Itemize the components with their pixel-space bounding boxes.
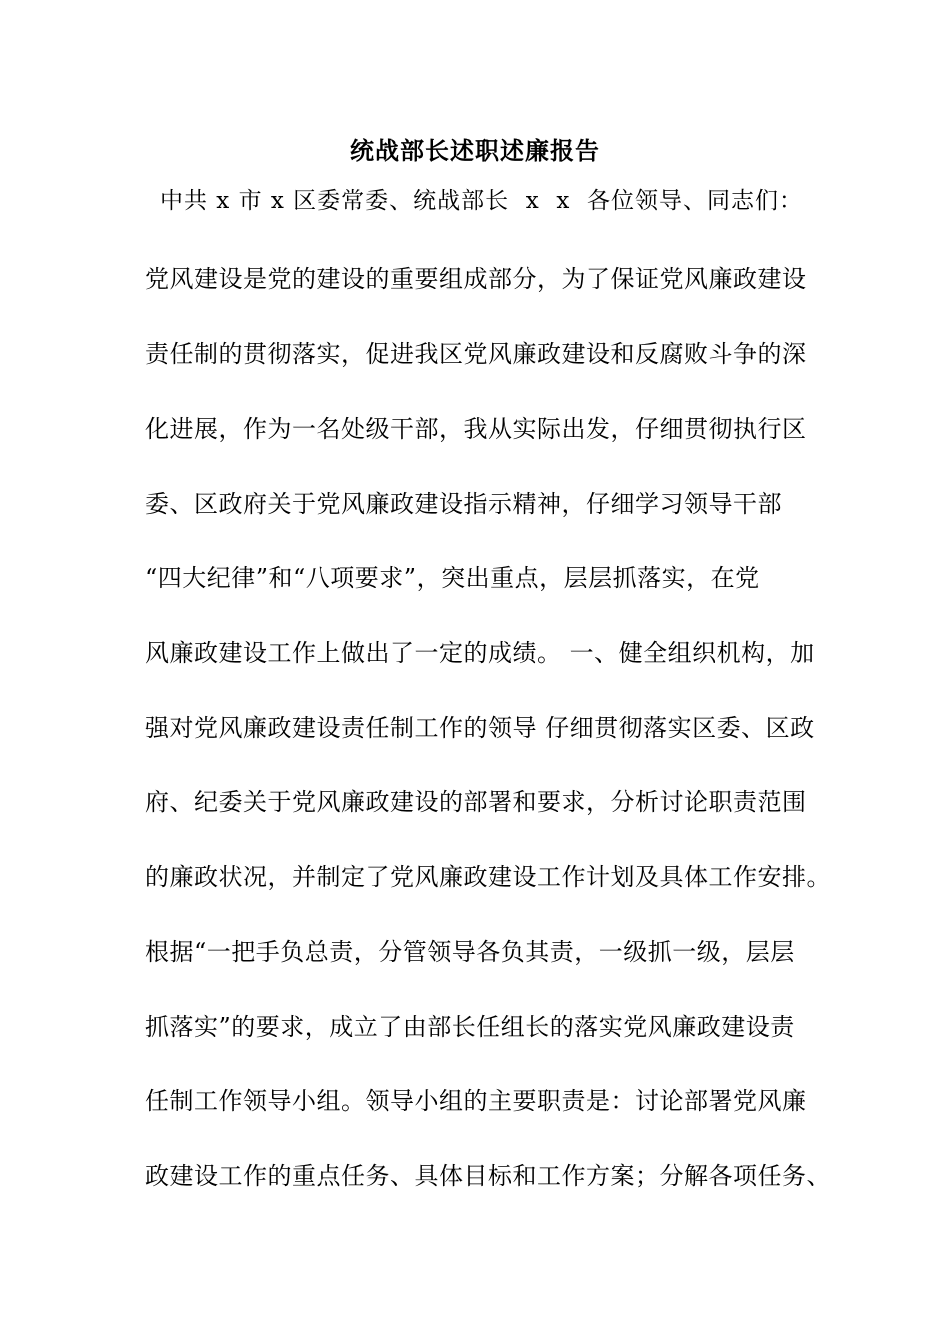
body-line: 化进展，作为一名处级干部，我从实际出发，仔细贯彻执行区 xyxy=(145,415,807,443)
document-title: 统战部长述职述廉报告 xyxy=(350,136,600,165)
body-line: 政建设工作的重点任务、具体目标和工作方案；分解各项任务、 xyxy=(145,1162,831,1190)
body-line: 强对党风廉政建设责任制工作的领导 仔细贯彻落实区委、区政 xyxy=(145,714,815,742)
body-line: 根据“一把手负总责，分管领导各负其责，一级抓一级，层层 xyxy=(145,938,795,966)
body-line: 风廉政建设工作上做出了一定的成绩。 一、健全组织机构，加 xyxy=(145,639,815,667)
body-line: 的廉政状况，并制定了党风廉政建设工作计划及具体工作安排。 xyxy=(145,863,831,891)
body-line: “四大纪律”和“八项要求”，突出重点，层层抓落实，在党 xyxy=(145,564,760,592)
document-subtitle: 中共 x 市 x 区委常委、统战部长 x x 各位领导、同志们： xyxy=(160,188,803,214)
body-line: 党风建设是党的建设的重要组成部分，为了保证党风廉政建设 xyxy=(145,265,807,293)
body-line: 委、区政府关于党风廉政建设指示精神，仔细学习领导干部 xyxy=(145,490,782,518)
body-line: 责任制的贯彻落实，促进我区党风廉政建设和反腐败斗争的深 xyxy=(145,340,807,368)
body-line: 府、纪委关于党风廉政建设的部署和要求，分析讨论职责范围 xyxy=(145,788,807,816)
body-line: 抓落实”的要求，成立了由部长任组长的落实党风廉政建设责 xyxy=(145,1013,795,1041)
body-line: 任制工作领导小组。领导小组的主要职责是：讨论部署党风廉 xyxy=(145,1087,807,1115)
